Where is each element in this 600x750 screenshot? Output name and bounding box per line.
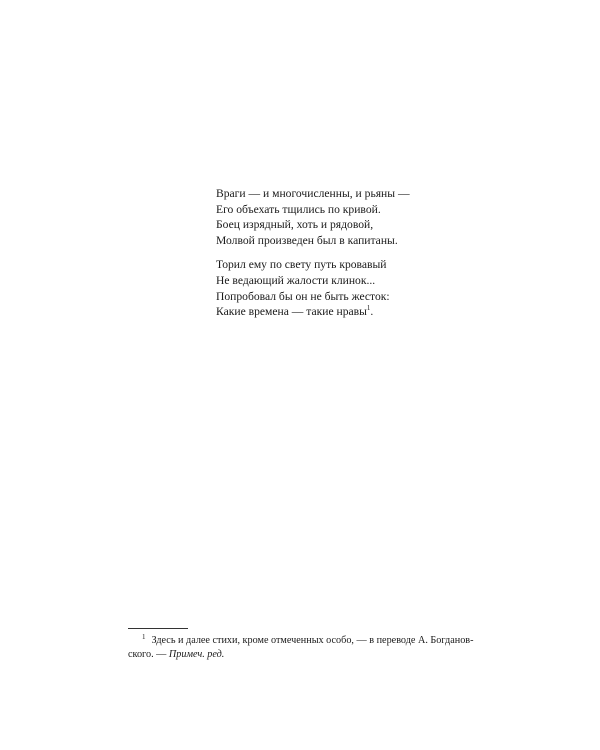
footnote-mark: 1: [142, 632, 146, 641]
footnote-divider: [128, 628, 188, 629]
poem-line-text: Какие времена — такие нравы: [216, 305, 367, 319]
poem-stanza-1: [216, 186, 476, 248]
poem-line: Боец изрядный, хоть и рядовой,: [216, 218, 374, 232]
poem-line: Торил ему по свету путь кровавый: [216, 258, 387, 272]
footnote: [128, 634, 480, 662]
footnote-line-2: [128, 648, 480, 662]
footnote-text-2: ского. —: [128, 649, 169, 660]
poem-line: Враги — и многочисленны, и рьяны —: [216, 187, 410, 200]
poem: [216, 186, 476, 329]
footnote-text-1: Здесь и далее стихи, кроме отмеченных особо, — в переводе А. Богданов-: [151, 635, 474, 646]
poem-line-last: [216, 304, 476, 320]
poem-stanza-2: [216, 257, 476, 319]
footnote-reference[interactable]: 1: [366, 304, 371, 313]
poem-line: Попробовал бы он не быть жесток:: [216, 289, 390, 303]
poem-line: Молвой произведен был в капитаны.: [216, 233, 398, 247]
poem-line: Его объехать тщились по кривой.: [216, 202, 381, 216]
footnote-line-1: [128, 634, 480, 648]
poem-line-period: .: [370, 305, 374, 319]
poem-line: Не ведающий жалости клинок...: [216, 273, 376, 287]
footnote-editor-note: Примеч. ред.: [168, 649, 225, 660]
